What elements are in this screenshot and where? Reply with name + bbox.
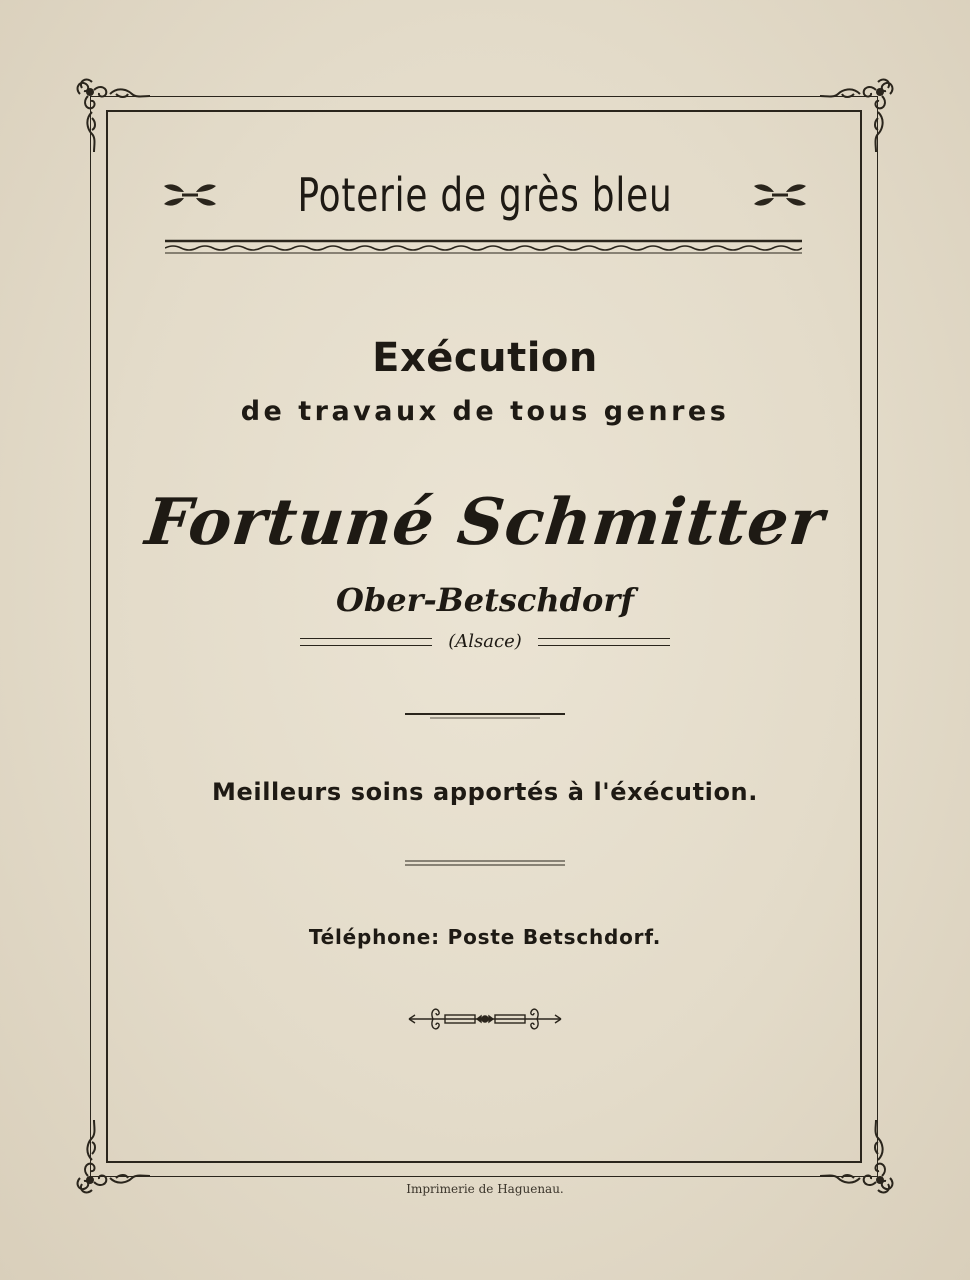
location: Ober-Betschdorf bbox=[335, 581, 635, 619]
double-rule-right bbox=[538, 638, 670, 646]
corner-flourish-icon bbox=[70, 72, 152, 154]
region-row bbox=[300, 626, 670, 658]
leaf-ornament-icon bbox=[160, 178, 220, 212]
business-name: Fortuné Schmitter bbox=[141, 485, 829, 560]
heading: Exécution bbox=[372, 335, 598, 381]
short-divider bbox=[405, 708, 565, 720]
telephone: Téléphone: Poste Betschdorf. bbox=[308, 925, 662, 949]
scroll-ornament-icon bbox=[405, 1004, 565, 1034]
quality-note: Meilleurs soins apportés à l'éxécution. bbox=[212, 778, 758, 806]
page-title: Poterie de grès bleu bbox=[297, 168, 673, 222]
short-divider bbox=[405, 856, 565, 868]
wavy-divider bbox=[165, 238, 802, 256]
title-row bbox=[160, 160, 810, 230]
region: (Alsace) bbox=[448, 631, 522, 652]
leaf-ornament-icon bbox=[750, 178, 810, 212]
subheading: de travaux de tous genres bbox=[240, 396, 730, 427]
corner-flourish-icon bbox=[818, 72, 900, 154]
double-rule-left bbox=[300, 638, 432, 646]
printer-credit: Imprimerie de Haguenau. bbox=[406, 1182, 564, 1196]
